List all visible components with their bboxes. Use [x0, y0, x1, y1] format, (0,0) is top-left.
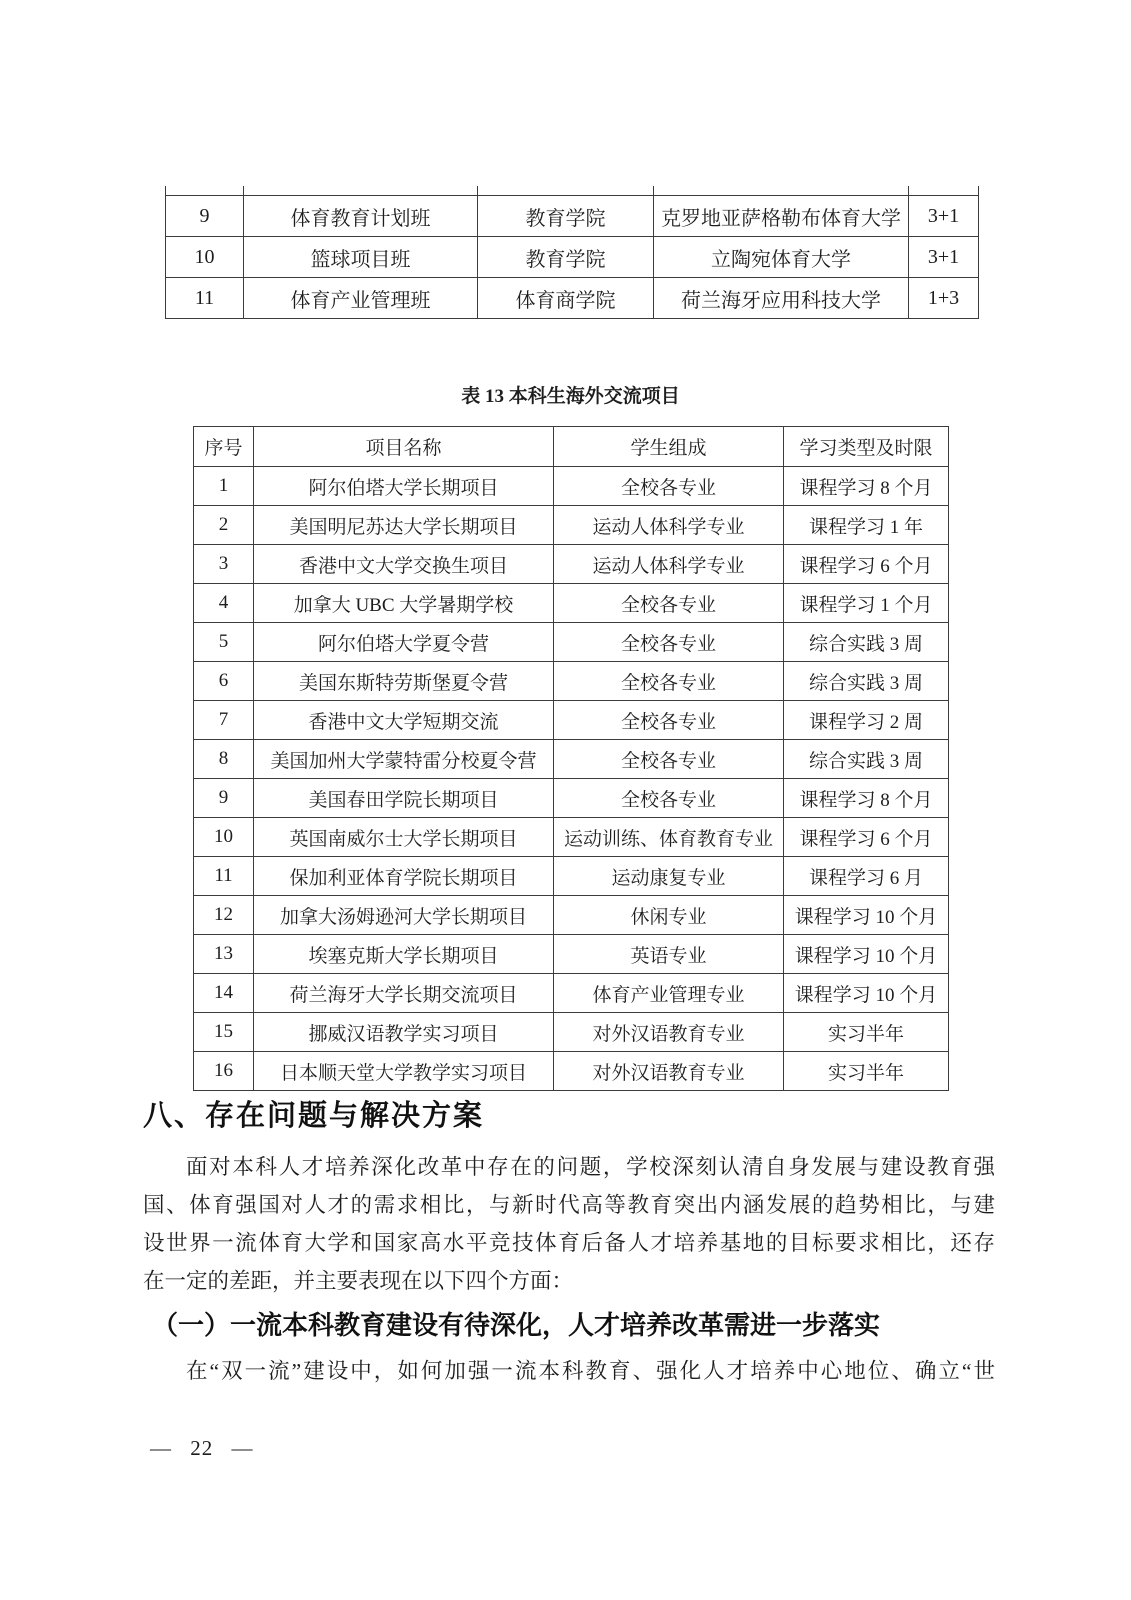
table-cell: 阿尔伯塔大学夏令营: [254, 623, 554, 662]
table-cell: 5: [194, 623, 254, 662]
table-cell: 课程学习 8 个月: [784, 467, 949, 506]
table-row: [194, 818, 949, 857]
table-cell: 实习半年: [784, 1013, 949, 1052]
table-cell: 美国春田学院长期项目: [254, 779, 554, 818]
table-cell: 教育学院: [478, 237, 654, 278]
table-cell: [478, 186, 654, 196]
table-cell: 美国明尼苏达大学长期项目: [254, 506, 554, 545]
table-cell: 11: [166, 278, 244, 319]
table-cell: 运动人体科学专业: [554, 545, 784, 584]
table-cell: 8: [194, 740, 254, 779]
table-cell: 体育商学院: [478, 278, 654, 319]
table-cell: 13: [194, 935, 254, 974]
table-row: [194, 974, 949, 1013]
table-cell: 立陶宛体育大学: [654, 237, 909, 278]
table-cell: 运动人体科学专业: [554, 506, 784, 545]
table-cell: 加拿大汤姆逊河大学长期项目: [254, 896, 554, 935]
table-cell: 3: [194, 545, 254, 584]
table-cell: [654, 186, 909, 196]
table-row: [194, 467, 949, 506]
table-cell: 课程学习 10 个月: [784, 974, 949, 1013]
table-cell: 英语专业: [554, 935, 784, 974]
table-row: [194, 857, 949, 896]
table-cell: 10: [166, 237, 244, 278]
table-row: [194, 662, 949, 701]
paragraph-line: 设世界一流体育大学和国家高水平竞技体育后备人才培养基地的目标要求相比，还存: [143, 1231, 995, 1255]
table-row: [194, 701, 949, 740]
table-cell: [909, 186, 979, 196]
table-cell: 保加利亚体育学院长期项目: [254, 857, 554, 896]
paragraph-line: 在一定的差距，并主要表现在以下四个方面：: [143, 1269, 574, 1293]
table-cell: 7: [194, 701, 254, 740]
table-cell: 全校各专业: [554, 740, 784, 779]
table-cell: 3+1: [909, 237, 979, 278]
table-cell: 全校各专业: [554, 701, 784, 740]
table-header-cell: 序号: [194, 427, 254, 467]
table-cell: 篮球项目班: [244, 237, 478, 278]
table-cell: 15: [194, 1013, 254, 1052]
paragraph-line: 面对本科人才培养深化改革中存在的问题，学校深刻认清自身发展与建设教育强: [186, 1155, 995, 1179]
table-row: [194, 623, 949, 662]
table13-title: 表 13 本科生海外交流项目: [461, 386, 680, 407]
table-cell: 课程学习 6 个月: [784, 818, 949, 857]
table-cell: 对外汉语教育专业: [554, 1013, 784, 1052]
table-cell: 11: [194, 857, 254, 896]
table-row: [194, 935, 949, 974]
table-cell: 1: [194, 467, 254, 506]
table-cell: 荷兰海牙应用科技大学: [654, 278, 909, 319]
table-cell: 综合实践 3 周: [784, 662, 949, 701]
table-cell: 14: [194, 974, 254, 1013]
table-header-row: [194, 427, 949, 467]
table-cell: 加拿大 UBC 大学暑期学校: [254, 584, 554, 623]
table-cell: 6: [194, 662, 254, 701]
table-cell: 香港中文大学短期交流: [254, 701, 554, 740]
table-cell: 1+3: [909, 278, 979, 319]
table-cell: 挪威汉语教学实习项目: [254, 1013, 554, 1052]
table-cell: 课程学习 6 月: [784, 857, 949, 896]
table-cell: 综合实践 3 周: [784, 623, 949, 662]
table-row: [194, 1052, 949, 1091]
table-cell: 3+1: [909, 196, 979, 237]
table-cell: [244, 186, 478, 196]
table-cell: 休闲专业: [554, 896, 784, 935]
table-cell: 美国加州大学蒙特雷分校夏令营: [254, 740, 554, 779]
table-cell: 课程学习 1 年: [784, 506, 949, 545]
table-cell: 运动康复专业: [554, 857, 784, 896]
table-cell: 英国南威尔士大学长期项目: [254, 818, 554, 857]
table-row: [166, 237, 979, 278]
paragraph-line: 国、体育强国对人才的需求相比，与新时代高等教育突出内涵发展的趋势相比，与建: [143, 1193, 995, 1217]
table-cell: 荷兰海牙大学长期交流项目: [254, 974, 554, 1013]
table-row: [194, 584, 949, 623]
table-cell: 体育教育计划班: [244, 196, 478, 237]
table-cell: 美国东斯特劳斯堡夏令营: [254, 662, 554, 701]
section-heading: 八、存在问题与解决方案: [143, 1100, 485, 1132]
table-cell: 阿尔伯塔大学长期项目: [254, 467, 554, 506]
table-cell: 10: [194, 818, 254, 857]
table-header-cell: 项目名称: [254, 427, 554, 467]
table-cell: 全校各专业: [554, 662, 784, 701]
table-cell: 全校各专业: [554, 584, 784, 623]
table-cell: 4: [194, 584, 254, 623]
table-cell: 埃塞克斯大学长期项目: [254, 935, 554, 974]
table-cell: 9: [166, 196, 244, 237]
table-cell: [166, 186, 244, 196]
table-row: [194, 779, 949, 818]
subsection-heading: （一）一流本科教育建设有待深化，人才培养改革需进一步落实: [152, 1310, 881, 1340]
table-cell: 课程学习 10 个月: [784, 896, 949, 935]
table-cell: 运动训练、体育教育专业: [554, 818, 784, 857]
table-cut-stub-row: [166, 186, 979, 196]
table-row: [194, 1013, 949, 1052]
table-row: [194, 896, 949, 935]
table-row: [194, 740, 949, 779]
table-cell: 12: [194, 896, 254, 935]
table-cell: 课程学习 6 个月: [784, 545, 949, 584]
table-cell: 教育学院: [478, 196, 654, 237]
table-cell: 16: [194, 1052, 254, 1091]
table-cell: 全校各专业: [554, 623, 784, 662]
table-row: [166, 278, 979, 319]
table-cell: 课程学习 8 个月: [784, 779, 949, 818]
continued-programs-table-body: [166, 186, 979, 319]
table-cell: 课程学习 2 周: [784, 701, 949, 740]
table-cell: 香港中文大学交换生项目: [254, 545, 554, 584]
table-cell: 综合实践 3 周: [784, 740, 949, 779]
table-row: [166, 196, 979, 237]
table-cell: 课程学习 10 个月: [784, 935, 949, 974]
overseas-exchange-table-body: [194, 467, 949, 1091]
page-number: — 22 —: [150, 1436, 254, 1460]
table-cell: 日本顺天堂大学教学实习项目: [254, 1052, 554, 1091]
overseas-exchange-table: [193, 426, 949, 1091]
table-row: [194, 545, 949, 584]
table-cell: 2: [194, 506, 254, 545]
table-row: [194, 506, 949, 545]
body-paragraph: [143, 1148, 995, 1300]
body-paragraph-2: 在“双一流”建设中，如何加强一流本科教育、强化人才培养中心地位、确立“世: [186, 1359, 995, 1383]
continued-programs-table: [165, 186, 979, 319]
table-header-cell: 学生组成: [554, 427, 784, 467]
table-cell: 课程学习 1 个月: [784, 584, 949, 623]
table-cell: 体育产业管理专业: [554, 974, 784, 1013]
table-cell: 实习半年: [784, 1052, 949, 1091]
table-header-cell: 学习类型及时限: [784, 427, 949, 467]
table-cell: 体育产业管理班: [244, 278, 478, 319]
table-cell: 全校各专业: [554, 779, 784, 818]
table-cell: 克罗地亚萨格勒布体育大学: [654, 196, 909, 237]
table-cell: 全校各专业: [554, 467, 784, 506]
table-cell: 对外汉语教育专业: [554, 1052, 784, 1091]
table-cell: 9: [194, 779, 254, 818]
